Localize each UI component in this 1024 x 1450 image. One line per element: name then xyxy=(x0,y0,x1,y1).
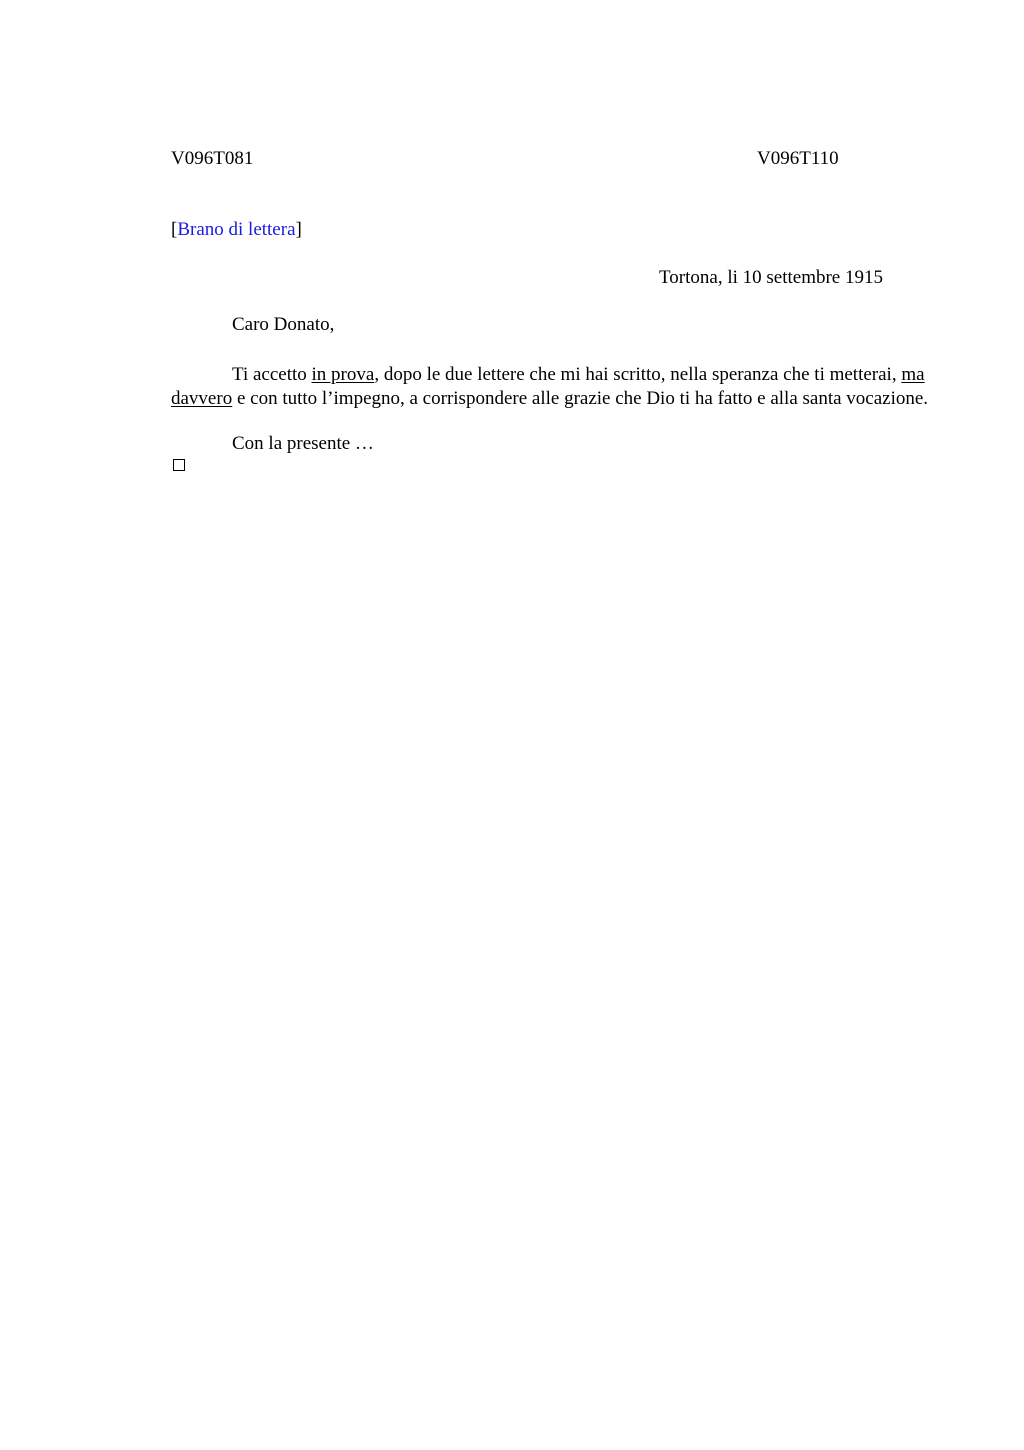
heading-close-bracket: ] xyxy=(295,219,302,240)
document-code-right: V096T110 xyxy=(757,148,839,169)
document-code-left: V096T081 xyxy=(171,148,254,169)
letter-closing: Con la presente … xyxy=(232,433,374,454)
letter-salutation: Caro Donato, xyxy=(232,314,335,335)
letter-body-paragraph xyxy=(171,363,931,410)
heading-link[interactable]: Brano di lettera xyxy=(177,219,296,240)
underlined-ma-davvero: ma davvero xyxy=(171,364,925,409)
body-text-2: , dopo le due lettere che mi hai scritto, nella speranza che ti metterai, xyxy=(374,364,902,385)
letter-date: Tortona, li 10 settembre 1915 xyxy=(659,267,883,288)
body-text-1: Ti accetto xyxy=(232,364,312,385)
section-heading xyxy=(171,220,302,239)
end-of-document-square-icon xyxy=(173,459,185,471)
heading-open-bracket: [ xyxy=(171,219,178,240)
body-text-3: e con tutto l’impegno, a corrispondere alle grazie che Dio ti ha fatto e alla santa vocazione. xyxy=(232,387,929,409)
underlined-in-prova: in prova xyxy=(311,364,375,385)
